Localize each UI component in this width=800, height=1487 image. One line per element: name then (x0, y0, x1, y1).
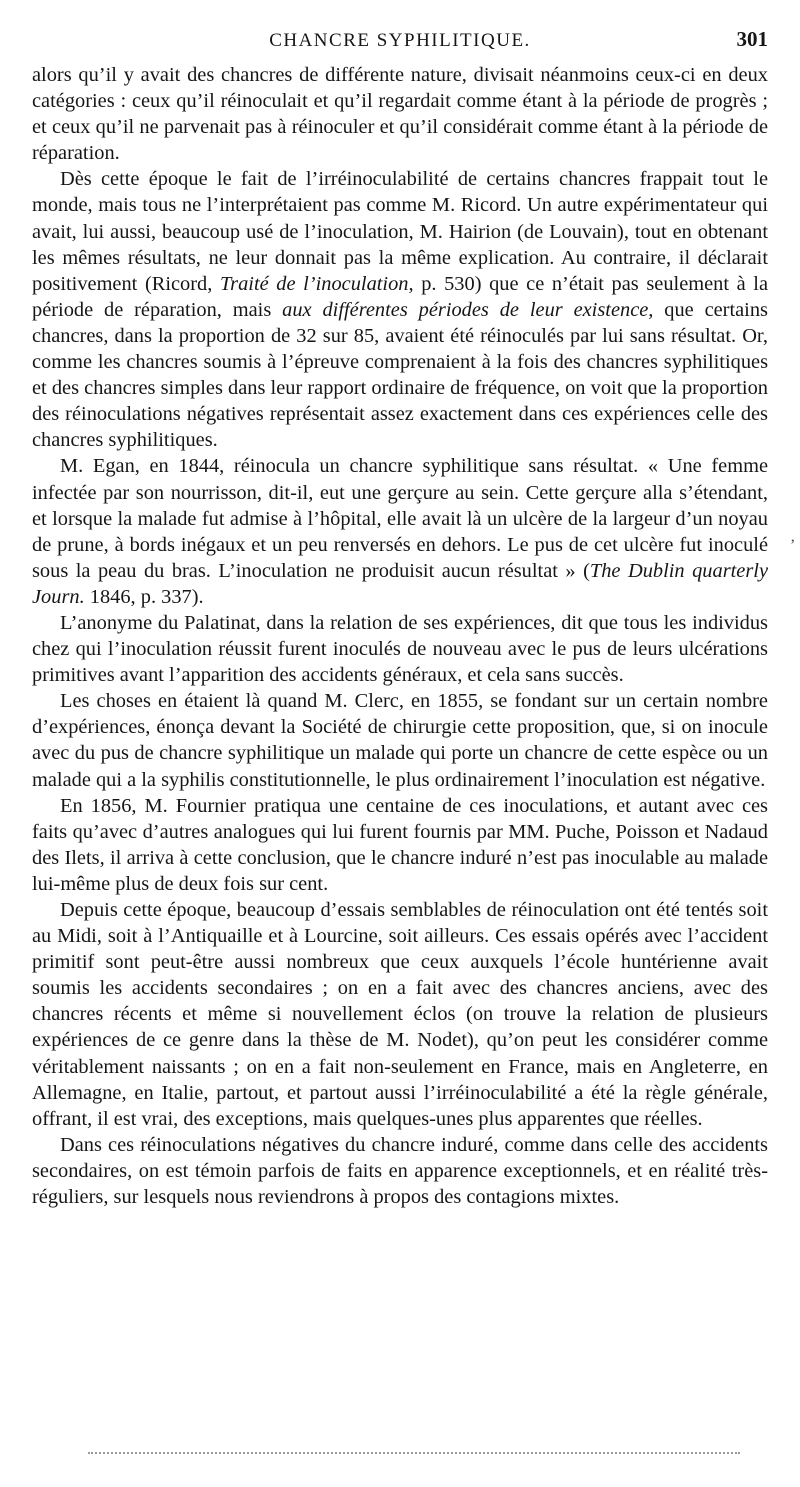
bottom-dotted-rule (88, 1452, 740, 1454)
page-number: 301 (736, 27, 768, 51)
margin-mark: ‚ (790, 528, 796, 545)
paragraph-fournier: En 1856, M. Fournier pratiqua une centaine de ces inoculations, et autant avec ces faits qu’avec d’autres analogues qui lui furent fournis par MM. Puche, Poisson et Nadaud des Ilets, il arriva à cette conclusion, que le chancre induré n’est pas inoculable au malade lui-même plus de deux fois sur cent. (32, 794, 768, 895)
running-title: CHANCRE SYPHILITIQUE. (269, 30, 531, 51)
paragraph-reinoculation-essais: Depuis cette époque, beaucoup d’essais semblables de réinoculation ont été tentés soit au Midi, soit à l’Antiquaille et à Lourcine, soit ailleurs. Ces essais opérés avec l’accident primitif sont peut-être aussi nombreux que ceux auxquels l’école huntérienne avait soumis les accidents secondaires ; on en a fait avec des chancres anciens, avec des chancres récents et même si nouvellement éclos (on trouve la relation de plusieurs expériences de ce genre dans la thèse de M. Nodet), qu’on peut les considérer comme véritablement naissants ; on en a fait non-seulement en France, mais en Angleterre, en Allemagne, en Italie, partout, et partout aussi l’irréinoculabilité a été la règle générale, offrant, il est vrai, des exceptions, mais quelques-unes plus apparentes que réelles. (32, 899, 768, 1130)
paragraph-palatinat: L’anonyme du Palatinat, dans la relation de ses expériences, dit que tous les individus chez qui l’inoculation réussit furent inoculés de nouveau avec le pus de leurs ulcérations primitives avant l’apparition des accidents généraux, et cela sans succès. (32, 611, 768, 687)
italic-emphasis: aux différentes périodes de leur existence, (282, 298, 654, 321)
paragraph-hairion: Dès cette époque le fait de l’irréinoculabilité de certains chancres frappait tout le monde, mais tous ne l’interprétaient pas comme M. Ricord. Un autre expérimentateur qui avait, lui aussi, beaucoup usé de l’inoculation, M. Hairion (de Louvain), tout en obtenant les mêmes résultats, ne leur donnait pas la même explication. Au contraire, il déclarait positivement (Ricord, Traité de l’inoculation, p. 530) que ce n’était pas seulement à la période de réparation, mais aux différentes périodes de leur existence, que certains chancres, dans la proportion de 32 sur 85, avaient été réinoculés par lui sans résultat. Or, comme les chancres soumis à l’épreuve comprenaient à la fois des chancres syphilitiques et des chancres simples dans leur rapport ordinaire de fréquence, on voit que la proportion des réinoculations négatives représentait assez exactement dans ces expériences celle des chancres syphilitiques. (32, 168, 768, 452)
body-text (32, 62, 768, 1210)
paragraph-continuation: alors qu’il y avait des chancres de différente nature, divisait néanmoins ceux-ci en deux catégories : ceux qu’il réinoculait et qu’il regardait comme étant à la période de progrès ; et ceux qu’il ne parvenait pas à réinoculer et qu’il considérait comme étant à la période de réparation. (32, 64, 768, 165)
paragraph-egan: M. Egan, en 1844, réinocula un chancre syphilitique sans résultat. « Une femme infectée par son nourrisson, dit-il, eut une gerçure au sein. Cette gerçure alla s’étendant, et lorsque la malade fut admise à l’hôpital, elle avait là un ulcère de la largeur d’un noyau de prune, à bords inégaux et un peu renversés en dehors. Le pus de cet ulcère fut inoculé sous la peau du bras. L’inoculation ne produisit aucun résultat » (The Dublin quarterly Journ. 1846, p. 337). (32, 455, 768, 608)
italic-journal-title: The Dublin quarterly Journ. (32, 559, 768, 608)
paragraph-contagions-mixtes: Dans ces réinoculations négatives du chancre induré, comme dans celle des accidents secondaires, on est témoin parfois de faits en apparence exceptionnels, et en réalité très-réguliers, sur lesquels nous reviendrons à propos des contagions mixtes. (32, 1133, 768, 1209)
running-head (30, 27, 770, 54)
italic-citation: Traité de l’inoculation, (219, 272, 414, 295)
paragraph-clerc: Les choses en étaient là quand M. Clerc, en 1855, se fondant sur un certain nombre d’expériences, énonça devant la Société de chirurgie cette proposition, que, si on inocule avec du pus de chancre syphilitique un malade qui porte un chancre de cette espèce ou un malade qui a la syphilis constitutionnelle, le plus ordinairement l’inoculation est négative. (32, 690, 768, 791)
